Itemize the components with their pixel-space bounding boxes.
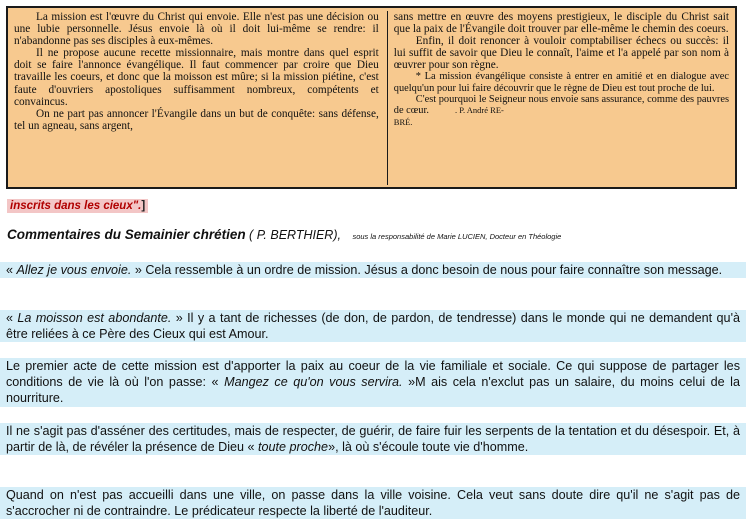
signature-suffix: BRÉ. <box>393 117 413 128</box>
heading-author: P. BERTHIER <box>256 228 334 242</box>
commentary-text: » Il y a tant de richesses (de don, de pardon, de tendresse) dans le monde qui ne demandent qu'à être reliées à ce Père des Cieux qui est Amour. <box>6 311 740 342</box>
commentary-text: Il ne s'agit pas d'asséner des certitudes, mais de respecter, de guérir, de faire fuir les serpents de la tentation et du désespoir. Et, à partir de là, de révéler la présence de Dieu « <box>6 424 740 455</box>
excerpt-paragraph: Enfin, il doit renoncer à vouloir comptabiliser échecs ou succès: il lui suffit de savoir que Dieu le connaît, l'aime et l'a appelé par son nom à œuvrer pour son règne. <box>393 35 729 72</box>
excerpt-footnote: * La mission évangélique consiste à entrer en amitié et en dialogue avec quelqu'un pour lui faire découvrir que le règne de Dieu est tout proche de lui. <box>393 71 729 94</box>
commentary-paragraph-4 <box>0 423 746 455</box>
heading-responsibility: sous la responsabilité de Marie LUCIEN, Docteur en Théologie <box>352 232 562 241</box>
quote-text: toute proche <box>258 440 329 455</box>
boxed-excerpt <box>6 6 737 189</box>
excerpt-signature <box>432 105 504 115</box>
commentary-text: » Cela ressemble à un ordre de mission. Jésus a donc besoin de nous pour faire connaître son message. <box>131 263 723 277</box>
quote-text: Allez je vous envoie. <box>16 263 132 277</box>
excerpt-paragraph <box>394 94 729 116</box>
heading-author-open: ( <box>245 228 257 242</box>
heading-author-close: ), <box>333 228 345 242</box>
excerpt-closing-text: C'est pourquoi le Seigneur nous envoie sans assurance, comme des pauvres de cœur. <box>393 93 729 117</box>
inscrits-highlight <box>7 199 148 213</box>
excerpt-paragraph: sans mettre en œuvre des moyens prestigieux, le disciple du Christ sait que la paix de l'Évangile doit trouver par elle-même le chemin des coeurs. <box>393 11 729 36</box>
heading-title: Commentaires du Semainier chrétien <box>7 227 246 242</box>
commentary-paragraph-1 <box>0 262 746 278</box>
inscrits-text: inscrits dans les cieux". <box>10 200 142 212</box>
section-heading <box>7 227 747 242</box>
commentary-paragraph-2 <box>0 310 746 342</box>
commentary-paragraph-5: Quand on n'est pas accueilli dans une ville, on passe dans la ville voisine. Cela veut sans doute dire qu'il ne s'agit pas de s'accrocher ni de contraindre. Le prédicateur respecte la liberté de l'auditeur. <box>0 487 746 519</box>
quote-open: « <box>6 311 18 325</box>
commentary-paragraph-3 <box>0 358 746 407</box>
excerpt-left-column <box>14 11 388 185</box>
excerpt-paragraph: Il ne propose aucune recette missionnaire, mais montre dans quel esprit doit se faire l'annonce évangélique. Il faut commencer par croire que Dieu travaille les coeurs, et donc que la moisson est mûre; si la mission piétine, c'est faute d'ouvriers apostoliques suffisamment nombreux, compétents et convaincus. <box>14 47 379 108</box>
excerpt-paragraph: On ne part pas annoncer l'Évangile dans un but de conquête: sans défense, tel un agneau, sans argent, <box>14 107 379 132</box>
excerpt-paragraph: La mission est l'œuvre du Christ qui envoie. Elle n'est pas une décision ou une lubie personnelle. Jésus envoie là où il doit lui-même se rendre: il n'abandonne pas ses disciples à eux-mêmes. <box>14 11 379 48</box>
quote-text: Mangez ce qu'on vous servira. <box>224 375 403 390</box>
inscrits-bracket: ] <box>141 200 146 212</box>
excerpt-right-column <box>388 11 729 185</box>
commentary-text: », là où s'écoule toute vie d'homme. <box>328 440 529 455</box>
signature-prefix: . P. André RE- <box>454 105 504 116</box>
quote-text: La moisson est abondante. <box>17 311 172 325</box>
commentary-text: »M ais cela n'exclut pas un salaire, du moins celui de la nourriture. <box>6 375 740 406</box>
commentary-text: Le premier acte de cette mission est d'apporter la paix au coeur de la vie familiale et sociale. Ce qui suppose de partager les conditions de vie là où l'on passe: « <box>6 359 740 390</box>
quote-open: « <box>6 263 17 277</box>
